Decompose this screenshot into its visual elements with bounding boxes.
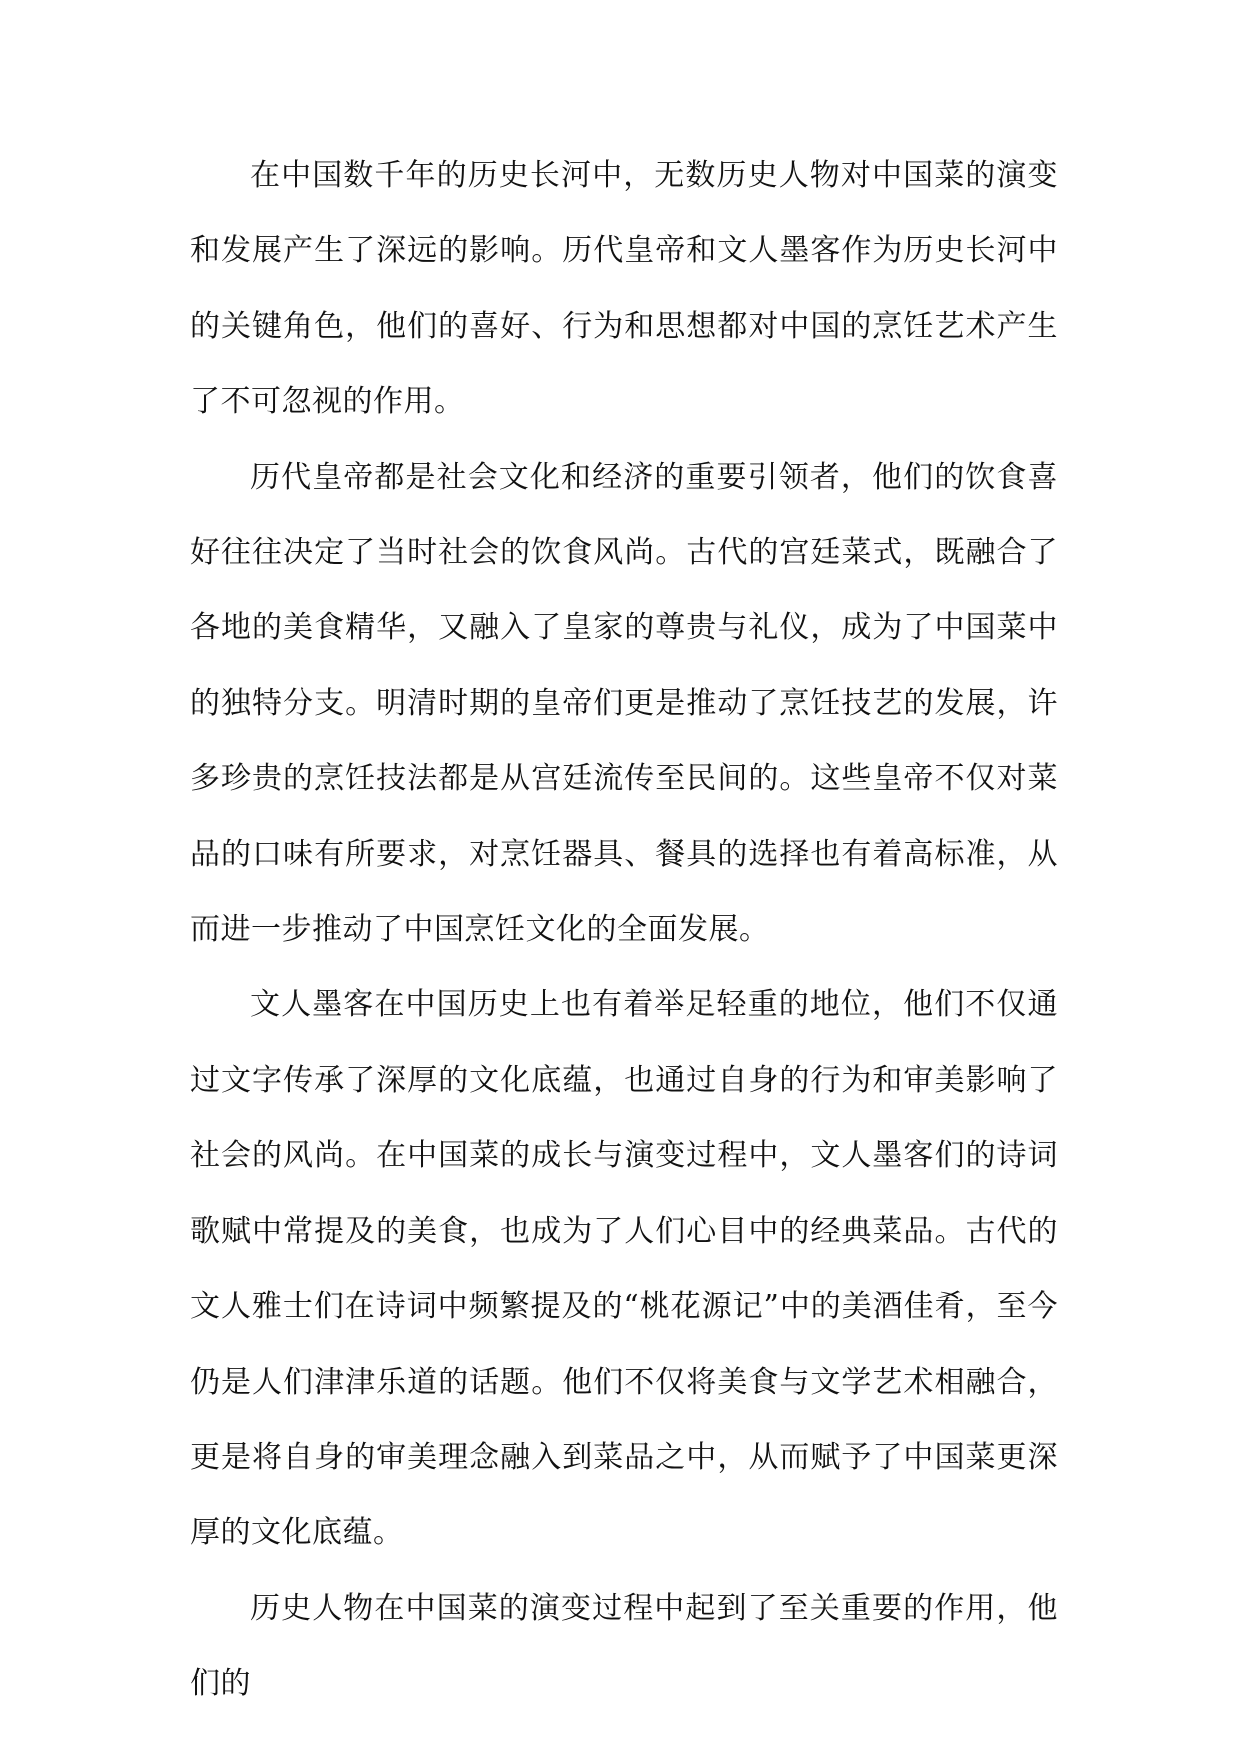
paragraph-1: 在中国数千年的历史长河中，无数历史人物对中国菜的演变和发展产生了深远的影响。历代皇帝和文人墨客作为历史长河中的关键角色，他们的喜好、行为和思想都对中国的烹饪艺术产生了不可忽视的作用。 bbox=[190, 158, 1058, 420]
paragraph-4: 历史人物在中国菜的演变过程中起到了至关重要的作用，他们的 bbox=[190, 1590, 1058, 1702]
document-body bbox=[190, 138, 1058, 1722]
paragraph-3: 文人墨客在中国历史上也有着举足轻重的地位，他们不仅通过文字传承了深厚的文化底蕴，也通过自身的行为和审美影响了社会的风尚。在中国菜的成长与演变过程中，文人墨客们的诗词歌赋中常提及的美食，也成为了人们心目中的经典菜品。古代的文人雅士们在诗词中频繁提及的“桃花源记”中的美酒佳肴，至今仍是人们津津乐道的话题。他们不仅将美食与文学艺术相融合，更是将自身的审美理念融入到菜品之中，从而赋予了中国菜更深厚的文化底蕴。 bbox=[190, 987, 1058, 1551]
paragraph-2: 历代皇帝都是社会文化和经济的重要引领者，他们的饮食喜好往往决定了当时社会的饮食风尚。古代的宫廷菜式，既融合了各地的美食精华，又融入了皇家的尊贵与礼仪，成为了中国菜中的独特分支。明清时期的皇帝们更是推动了烹饪技艺的发展，许多珍贵的烹饪技法都是从宫廷流传至民间的。这些皇帝不仅对菜品的口味有所要求，对烹饪器具、餐具的选择也有着高标准，从而进一步推动了中国烹饪文化的全面发展。 bbox=[190, 459, 1058, 948]
